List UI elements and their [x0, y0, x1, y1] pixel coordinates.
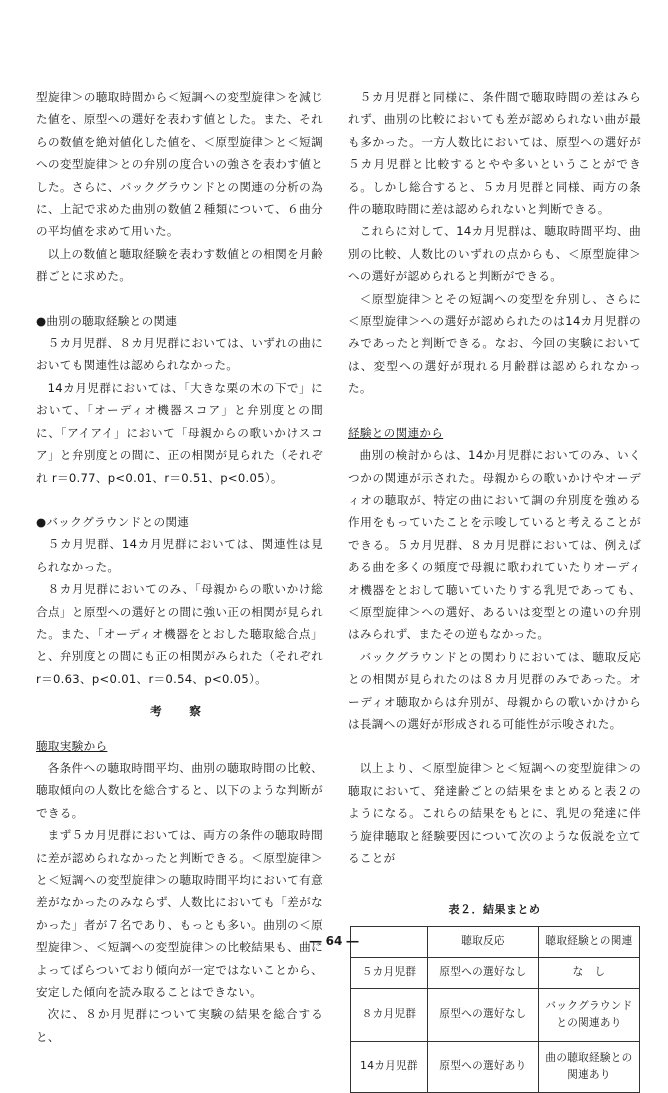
paragraph: ５カ月児群と同様に、条件間で聴取時間の差はみられず、曲別の比較においても差が認められない曲が最も多かった。一方人数比においては、原型への選好が５カ月児群と比較するとやや多いということができる。しかし総合すると、５カ月児群と同様、両方の条件の聴取時間に差は認められないと判断できる。	[348, 90, 641, 217]
table-cell: 原型への選好なし	[428, 957, 539, 988]
subsection-heading: ●曲別の聴取経験との関連	[36, 313, 178, 328]
table-header-cell: 聴取反応	[428, 926, 539, 957]
paragraph: 以上の数値と聴取経験を表わす数値との相関を月齢群ごとに求めた。	[36, 246, 323, 284]
table-cell: 曲の聴取経験との関連あり	[539, 1041, 640, 1092]
paragraph: 次に、８か月児群について実験の結果を総合すると、	[36, 1007, 323, 1044]
paragraph: ５カ月児群、14カ月児群においては、関連性は見られなかった。	[36, 537, 323, 574]
table-cell: 原型への選好なし	[428, 988, 539, 1041]
table-cell: ５カ月児群	[351, 957, 428, 988]
table-header-cell: 聴取経験との関連	[539, 926, 640, 957]
subsection-heading: 聴取実験から	[36, 738, 108, 753]
table-cell: な し	[539, 957, 640, 988]
table-cell: 14カ月児群	[351, 1041, 428, 1092]
left-column	[36, 86, 323, 1048]
table-title: 表２．結果まとめ	[448, 903, 541, 917]
table-cell: ８カ月児群	[351, 988, 428, 1041]
paragraph: ８カ月児群においてのみ、「母親からの歌いかけ総合点」と原型への選好との間に強い正の相関が見られた。また、「オーディオ機器をとおした聴取総合点」と、弁別度との間にも正の相関がみられた（それぞれ r＝0.63、p<0.01、r＝0.54、p<0.05）。	[36, 582, 323, 686]
paragraph: 14カ月児群においては、「大きな栗の木の下で」において、「オーディオ機器スコア」と弁別度との間に、「アイアイ」において「母親からの歌いかけスコア」と弁別度との間に、正の相関が見られた（それぞれ r＝0.77、p<0.01、r＝0.51、p<0.05）。	[36, 380, 323, 485]
paragraph: バックグラウンドとの関わりにおいては、聴取反応との相関が見られたのは８カ月児群のみであった。オーディオ聴取からは弁別が、母親からの歌いかけからは長調への選好が形成される可能性が示唆された。	[348, 649, 641, 731]
table-row	[351, 1041, 640, 1092]
paragraph: 曲別の検討からは、14か月児群においてのみ、いくつかの関連が示された。母親からの歌いかけやオーディオの聴取が、特定の曲において調の弁別度を強める作用をもっていたことを示唆していると考えることができる。５カ月児群、８カ月児群においては、例えばある曲を多くの頻度で母親に歌われていたりオーディオ機器をとおして聴いていたりする乳児であっても、＜原型旋律＞への選好、あるいは変型との違いの弁別はみられず、またその逆もなかった。	[348, 448, 641, 642]
paragraph: これらに対して、14カ月児群は、聴取時間平均、曲別の比較、人数比のいずれの点からも、＜原型旋律＞への選好が認められると判断ができる。	[348, 224, 641, 284]
subsection-heading: ●バックグラウンドとの関連	[36, 514, 190, 529]
paragraph: まず５カ月児群においては、両方の条件の聴取時間に差が認められなかったと判断できる。＜原型旋律＞と＜短調への変型旋律＞の聴取時間平均において有意差がなかったのみならず、人数比においても「差がなかった」者が７名であり、もっとも多い。曲別の＜原型旋律＞、＜短調への変型旋律＞の比較結果も、曲によってばらついており傾向が一定ではないことから、安定した傾向を読み取ることはできない。	[36, 828, 323, 1000]
table-cell: 原型への選好あり	[428, 1041, 539, 1092]
table-row	[351, 988, 640, 1041]
table-cell: バックグラウンドとの関連あり	[539, 988, 640, 1041]
subsection-heading: 経験との関連から	[348, 425, 444, 440]
table-row	[351, 957, 640, 988]
results-table	[350, 926, 640, 1093]
paragraph: 型旋律＞の聴取時間から＜短調への変型旋律＞を減じた値を、原型への選好を表わす値とした。また、それらの数値を絶対値化した値を、＜原型旋律＞と＜短調への変型旋律＞との弁別の度合いの強さを表わす値とした。さらに、バックグラウンドとの関連の分析の為に、上記で求めた曲別の数値２種類について、６曲分の平均値を求めて用いた。	[36, 90, 323, 239]
page-number: ― 64 ―	[309, 934, 359, 948]
paragraph: ＜原型旋律＞とその短調への変型を弁別し、さらに＜原型旋律＞への選好が認められたのは14カ月児群のみであったと判断できる。なお、今回の実験においては、変型への選好が現れる月齢群は認められなかった。	[348, 291, 641, 396]
paragraph: ５カ月児群、８カ月児群においては、いずれの曲においても関連性は認められなかった。	[36, 336, 323, 373]
section-title: 考 察	[150, 704, 209, 719]
paragraph: 各条件への聴取時間平均、曲別の聴取時間の比較、聴取傾向の人数比を総合すると、以下のような判断ができる。	[36, 760, 323, 820]
paragraph: 以上より、＜原型旋律＞と＜短調への変型旋律＞の聴取において、発達齢ごとの結果をまとめると表２のようになる。これらの結果をもとに、乳児の発達に伴う旋律聴取と経験要因について次のような仮説を立てることが	[348, 761, 641, 865]
